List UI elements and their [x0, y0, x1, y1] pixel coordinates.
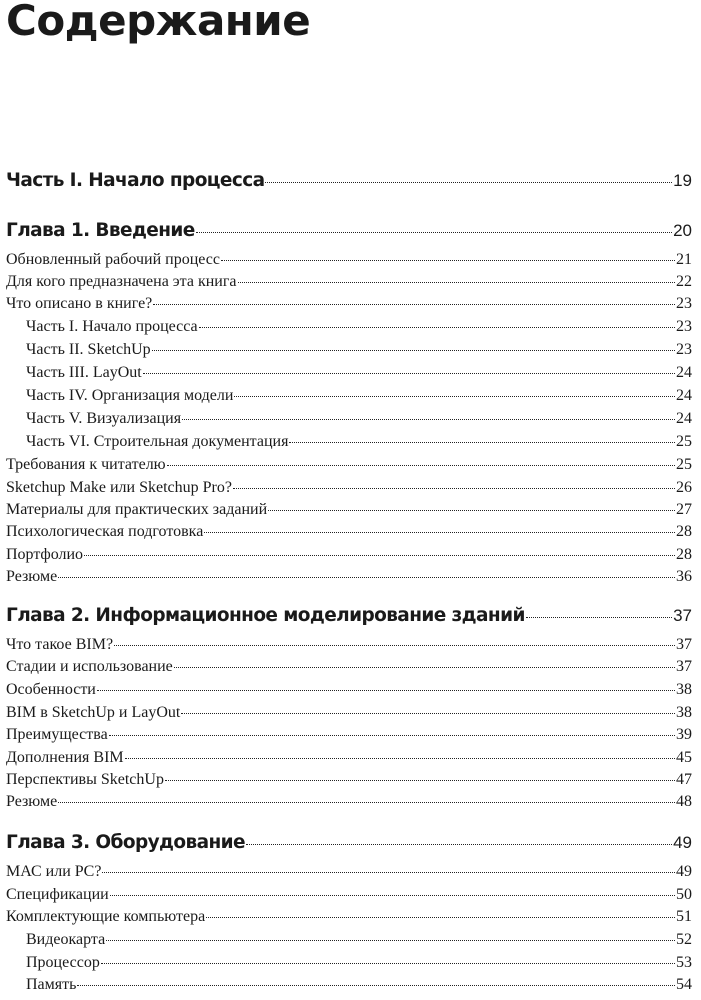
dot-leader	[526, 617, 672, 618]
toc-page-number: 36	[676, 568, 692, 585]
toc-section	[6, 251, 692, 273]
dot-leader	[221, 260, 675, 261]
toc-page-number: 25	[676, 433, 692, 450]
toc-page-number: 49	[673, 833, 692, 852]
dot-leader	[143, 373, 675, 374]
toc-page-number: 25	[676, 456, 692, 473]
dot-leader	[114, 645, 675, 646]
toc-entry-title: Часть III. LayOut	[26, 364, 142, 381]
toc-entry-title: Что такое BIM?	[6, 636, 114, 653]
toc-entry-title: Часть I. Начало процесса	[26, 318, 198, 335]
dot-leader	[206, 917, 675, 918]
toc-entry-title: Видеокарта	[26, 931, 106, 948]
dot-leader	[165, 780, 675, 781]
toc-entry-title: Часть VI. Строительная документация	[26, 433, 289, 450]
page-title: Содержание	[6, 0, 311, 45]
toc-section	[6, 523, 692, 545]
toc-entry-title: Обновленный рабочий процесс	[6, 251, 220, 268]
toc-section	[6, 501, 692, 523]
toc-page-number: 19	[673, 171, 692, 190]
dot-leader	[106, 940, 675, 941]
dot-leader	[174, 667, 675, 668]
toc-section	[6, 863, 692, 885]
toc-page-number: 21	[676, 251, 692, 268]
toc-chapter-heading	[6, 605, 692, 631]
toc-entry-title: Для кого предназначена эта книга	[6, 273, 237, 290]
toc-entry-title: Материалы для практических заданий	[6, 501, 268, 518]
toc-subsection	[6, 387, 692, 409]
toc-subsection	[6, 318, 692, 340]
toc-entry-title: Глава 1. Введение	[6, 220, 195, 241]
toc-page-number: 37	[676, 658, 692, 675]
toc-part-heading	[6, 170, 692, 196]
toc-page-number: 28	[676, 546, 692, 563]
dot-leader	[246, 844, 672, 845]
toc-section	[6, 479, 692, 501]
toc-section	[6, 704, 692, 726]
toc-entry-title: Преимущества	[6, 726, 108, 743]
toc-page-number: 48	[676, 793, 692, 810]
toc-section	[6, 771, 692, 793]
toc-entry-title: Sketchup Make или Sketchup Pro?	[6, 479, 232, 496]
toc-page-number: 27	[676, 501, 692, 518]
dot-leader	[58, 802, 675, 803]
toc-entry-title: Часть IV. Организация модели	[26, 387, 234, 404]
dot-leader	[238, 282, 675, 283]
dot-leader	[110, 895, 675, 896]
toc-entry-title: Комплектующие компьютера	[6, 908, 206, 925]
toc-page-number: 22	[676, 273, 692, 290]
toc-page-number: 24	[676, 364, 692, 381]
toc-page-number: 24	[676, 410, 692, 427]
toc-entry-title: Глава 2. Информационное моделирование зданий	[6, 605, 525, 626]
toc-section	[6, 456, 692, 478]
toc-entry-title: Требования к читателю	[6, 456, 166, 473]
toc-page-number: 38	[676, 704, 692, 721]
toc-page-number: 26	[676, 479, 692, 496]
toc-entry-title: МАС или PC?	[6, 863, 102, 880]
toc-section	[6, 886, 692, 908]
toc-page-number: 54	[676, 976, 692, 993]
toc-subsection	[6, 410, 692, 432]
toc-entry-title: Портфолио	[6, 546, 84, 563]
toc-section	[6, 295, 692, 317]
toc-subsection	[6, 931, 692, 953]
dot-leader	[97, 690, 675, 691]
dot-leader	[289, 442, 675, 443]
toc-page-number: 23	[676, 341, 692, 358]
toc-page-number: 37	[673, 606, 692, 625]
dot-leader	[204, 532, 675, 533]
dot-leader	[234, 396, 675, 397]
dot-leader	[152, 350, 675, 351]
toc-entry-title: Часть V. Визуализация	[26, 410, 182, 427]
dot-leader	[181, 713, 675, 714]
toc-entry-title: Резюме	[6, 793, 58, 810]
toc-subsection	[6, 433, 692, 455]
toc-section	[6, 793, 692, 815]
toc-entry-title: Что описано в книге?	[6, 295, 153, 312]
toc-entry-title: Часть I. Начало процесса	[6, 170, 265, 191]
dot-leader	[101, 963, 675, 964]
toc-section	[6, 681, 692, 703]
dot-leader	[153, 304, 675, 305]
toc-entry-title: Спецификации	[6, 886, 109, 903]
toc-page-number: 20	[673, 221, 692, 240]
dot-leader	[167, 465, 675, 466]
dot-leader	[265, 182, 672, 183]
toc-page-number: 51	[676, 908, 692, 925]
dot-leader	[84, 555, 675, 556]
toc-section	[6, 726, 692, 748]
toc-entry-title: Психологическая подготовка	[6, 523, 204, 540]
dot-leader	[77, 985, 675, 986]
toc-page-number: 47	[676, 771, 692, 788]
toc-entry-title: Часть II. SketchUp	[26, 341, 151, 358]
toc-section	[6, 568, 692, 590]
dot-leader	[182, 419, 675, 420]
toc-subsection	[6, 976, 692, 998]
toc-chapter-heading	[6, 220, 692, 246]
toc-section	[6, 749, 692, 771]
toc-section	[6, 636, 692, 658]
toc-page-number: 52	[676, 931, 692, 948]
toc-chapter-heading	[6, 832, 692, 858]
dot-leader	[196, 232, 672, 233]
toc-entry-title: Перспективы SketchUp	[6, 771, 164, 788]
toc-entry-title: Память	[26, 976, 77, 993]
dot-leader	[199, 327, 675, 328]
toc-section	[6, 273, 692, 295]
toc-entry-title: BIM в SketchUp и LayOut	[6, 704, 181, 721]
toc-section	[6, 658, 692, 680]
toc-subsection	[6, 954, 692, 976]
toc-page-number: 28	[676, 523, 692, 540]
toc-page-number: 53	[676, 954, 692, 971]
toc-page-number: 49	[676, 863, 692, 880]
toc-page-number: 39	[676, 726, 692, 743]
dot-leader	[102, 872, 675, 873]
toc-entry-title: Глава 3. Оборудование	[6, 832, 245, 853]
toc-section	[6, 546, 692, 568]
toc-page-number: 50	[676, 886, 692, 903]
toc-page-number: 24	[676, 387, 692, 404]
dot-leader	[109, 735, 675, 736]
toc-subsection	[6, 364, 692, 386]
dot-leader	[58, 577, 675, 578]
toc-page-number: 23	[676, 295, 692, 312]
toc-subsection	[6, 341, 692, 363]
toc-entry-title: Дополнения BIM	[6, 749, 124, 766]
toc-entry-title: Процессор	[26, 954, 100, 971]
toc-entry-title: Стадии и использование	[6, 658, 173, 675]
toc-page-number: 38	[676, 681, 692, 698]
toc-entry-title: Особенности	[6, 681, 96, 698]
dot-leader	[268, 510, 675, 511]
toc-page-number: 45	[676, 749, 692, 766]
toc-section	[6, 908, 692, 930]
toc-page-number: 37	[676, 636, 692, 653]
toc-entry-title: Резюме	[6, 568, 58, 585]
toc-page-number: 23	[676, 318, 692, 335]
dot-leader	[233, 488, 675, 489]
dot-leader	[125, 758, 675, 759]
